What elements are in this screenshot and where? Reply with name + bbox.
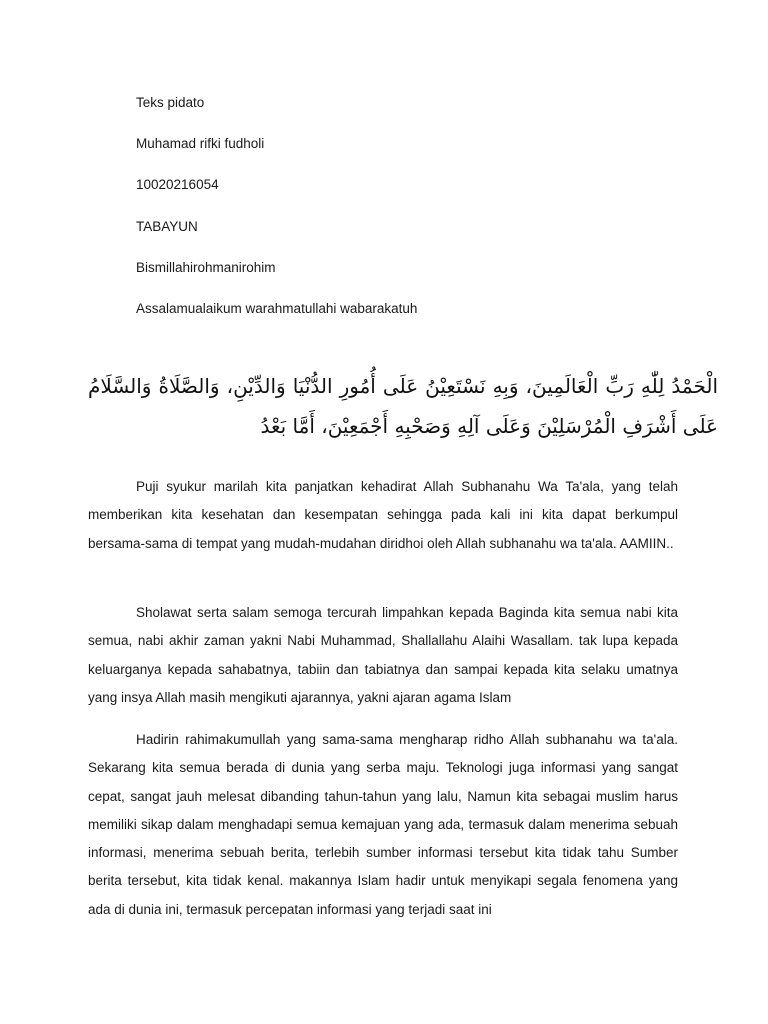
arabic-opening: الْحَمْدُ لِلّٰهِ رَبِّ الْعَالَمِينَ، وَبِهِ نَسْتَعِيْنُ عَلَى أُمُورِ الدُّنْيَا وَالدِّيْنِ، وَالصَّلَاةُ وَالسَّلَامُ عَلَى أَشْرَفِ الْمُرْسَلِيْنَ وَعَلَى آلِهِ وَصَحْبِهِ أَجْمَعِيْنَ، أَمَّا بَعْدُ [88,374,718,438]
document-title: Teks pidato [136,95,205,110]
group-name: TABAYUN [136,219,198,234]
opening-greeting: Assalamualaikum warahmatullahi wabarakatuh [136,301,418,316]
paragraph-gratitude: Puji syukur marilah kita panjatkan kehadirat Allah Subhanahu Wa Ta'ala, yang telah memberikan kita kesehatan dan kesempatan sehingga pada kali ini kita dapat berkumpul bersama-sama di tempat yang mudah-mudahan diridhoi oleh Allah subhanahu wa ta'ala. AAMIIN.. [88,479,678,551]
paragraph-main: Hadirin rahimakumullah yang sama-sama mengharap ridho Allah subhanahu wa ta'ala. Sekarang kita semua berada di dunia yang serba maju. Teknologi juga informasi yang sangat cepat, sangat jauh melesat dibanding tahun-tahun yang lalu, Namun kita sebagai muslim harus memiliki sikap dalam menghadapi semua kemajuan yang ada, termasuk dalam menerima sebuah informasi, menerima sebuah berita, terlebih sumber informasi tersebut kita tidak tahu Sumber berita tersebut, kita tidak kenal. makannya Islam hadir untuk menyikapi segala fenomena yang ada di dunia ini, termasuk percepatan informasi yang terjadi saat ini [88,732,678,917]
basmalah-line: Bismillahirohmanirohim [136,260,276,275]
paragraph-sholawat: Sholawat serta salam semoga tercurah limpahkan kepada Baginda kita semua nabi kita semua, nabi akhir zaman yakni Nabi Muhammad, Shallallahu Alaihi Wasallam. tak lupa kepada keluarganya kepada sahabatnya, tabiin dan tabiatnya dan sampai kepada kita selaku umatnya yang insya Allah masih mengikuti ajarannya, yakni ajaran agama Islam [88,605,678,705]
author-name: Muhamad rifki fudholi [136,136,265,151]
student-id: 10020216054 [136,177,219,192]
